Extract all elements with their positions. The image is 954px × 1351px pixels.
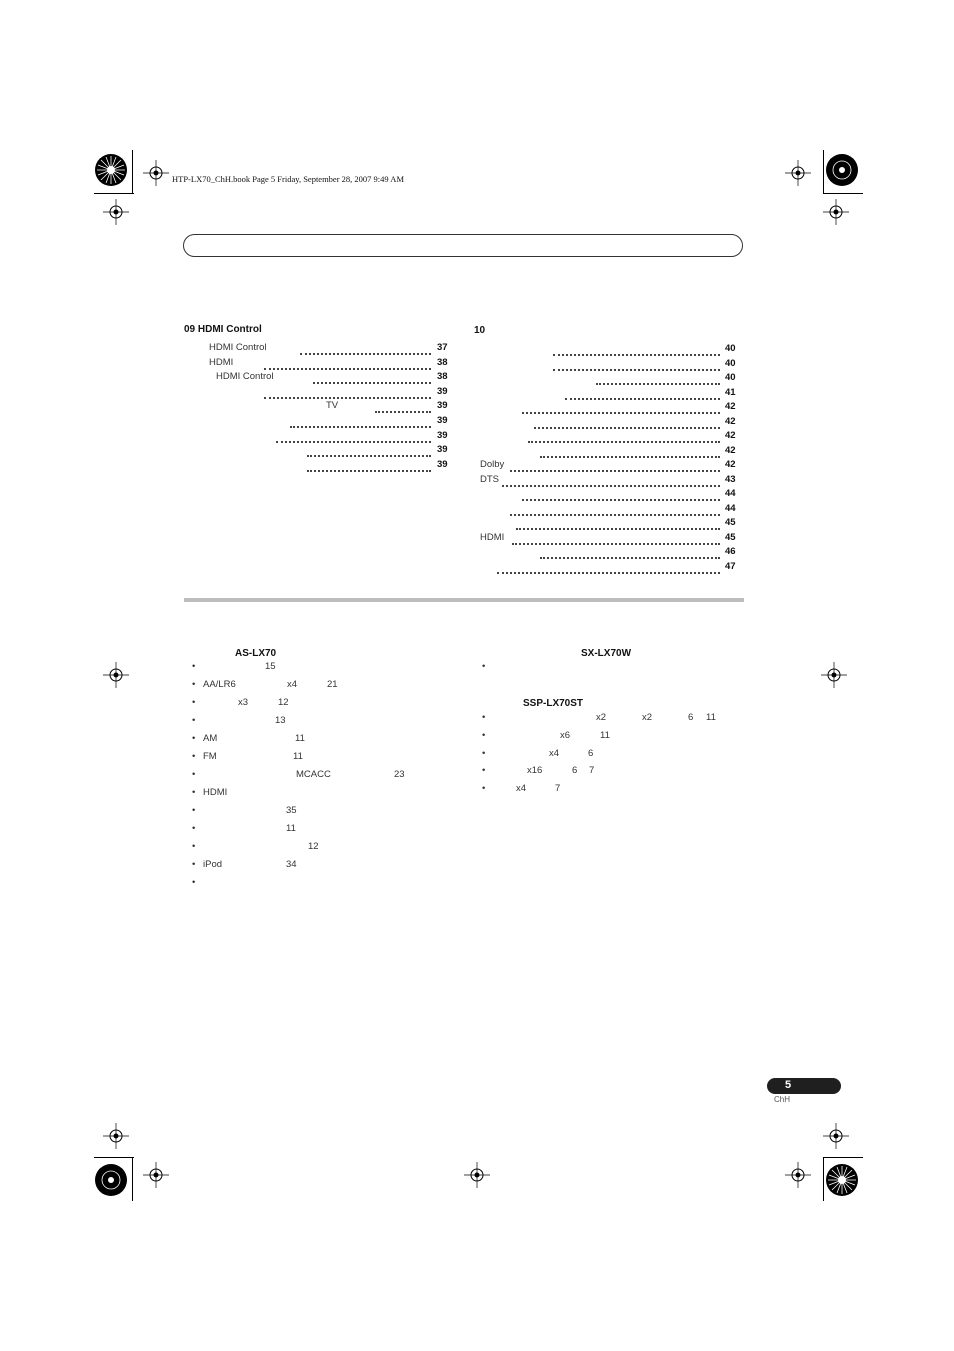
bullet-icon: • bbox=[482, 783, 486, 795]
toc-page-number: 39 bbox=[437, 385, 448, 397]
toc-page-number: 47 bbox=[725, 560, 736, 572]
accessory-item-text: 11 bbox=[600, 729, 610, 741]
toc-page-number: 42 bbox=[725, 401, 736, 412]
toc-page-number: 39 bbox=[437, 429, 448, 441]
toc-page-number: 42 bbox=[725, 415, 736, 427]
toc-entry bbox=[0, 430, 954, 444]
accessory-item bbox=[0, 765, 954, 779]
toc-entry bbox=[0, 503, 954, 517]
bullet-icon: • bbox=[192, 859, 196, 870]
toc-page-number: 38 bbox=[437, 371, 448, 383]
toc-entry bbox=[0, 546, 954, 560]
toc-entry-label: HDMI Control bbox=[216, 371, 274, 383]
toc-page-number: 40 bbox=[725, 357, 736, 369]
toc-section-heading: 09 HDMI Control bbox=[184, 324, 262, 335]
accessory-item-text: HDMI bbox=[203, 787, 228, 798]
toc-leader-dots bbox=[522, 400, 720, 414]
accessory-item-text: iPod bbox=[203, 859, 223, 870]
toc-page-number: 37 bbox=[437, 342, 448, 353]
accessory-item-text: 12 bbox=[308, 841, 319, 852]
toc-leader-dots bbox=[553, 357, 720, 371]
page-number: 5 bbox=[785, 1079, 792, 1091]
toc-leader-dots bbox=[540, 444, 720, 458]
toc-leader-dots bbox=[534, 415, 720, 429]
toc-entry-label: TV bbox=[326, 400, 339, 412]
crosshair-target-icon bbox=[823, 199, 849, 225]
accessory-item-text: 12 bbox=[278, 697, 289, 708]
registration-starburst-icon bbox=[94, 1160, 134, 1200]
toc-entry bbox=[0, 445, 954, 459]
toc-page-number: 39 bbox=[437, 458, 448, 470]
accessory-item-text: 13 bbox=[275, 715, 286, 726]
accessory-item bbox=[0, 730, 954, 744]
crosshair-target-icon bbox=[823, 1123, 849, 1149]
accessory-item-text: AM bbox=[203, 733, 218, 744]
toc-entry bbox=[0, 387, 954, 401]
registration-starburst-icon bbox=[94, 150, 134, 190]
accessory-item bbox=[0, 841, 954, 855]
bullet-icon: • bbox=[192, 697, 196, 708]
toc-leader-dots bbox=[522, 487, 720, 501]
toc-page-number: 38 bbox=[437, 356, 448, 368]
toc-leader-dots bbox=[502, 473, 720, 487]
toc-entry bbox=[0, 459, 954, 473]
accessory-item-text: FM bbox=[203, 751, 217, 762]
accessory-item bbox=[0, 748, 954, 762]
bullet-icon: • bbox=[192, 841, 196, 852]
toc-page-number: 42 bbox=[725, 430, 736, 441]
bullet-icon: • bbox=[482, 661, 486, 672]
accessory-group-heading: SSP-LX70ST bbox=[523, 698, 584, 709]
accessory-item-text: x16 bbox=[527, 765, 543, 777]
toc-page-number: 45 bbox=[725, 531, 736, 543]
toc-page-number: 46 bbox=[725, 546, 736, 557]
toc-leader-dots bbox=[596, 371, 720, 385]
toc-page-number: 43 bbox=[725, 473, 736, 485]
accessory-item-text: x4 bbox=[549, 747, 560, 759]
toc-leader-dots bbox=[510, 458, 720, 472]
toc-entry bbox=[0, 358, 954, 372]
accessory-item bbox=[0, 823, 954, 837]
accessory-item bbox=[0, 679, 954, 693]
bullet-icon: • bbox=[482, 747, 486, 759]
accessory-item-text: x6 bbox=[560, 729, 571, 741]
toc-page-number: 40 bbox=[725, 343, 736, 354]
bullet-icon: • bbox=[192, 751, 196, 762]
toc-section-heading: 10 bbox=[474, 325, 486, 336]
toc-page-number: 41 bbox=[725, 386, 736, 398]
crosshair-target-icon bbox=[103, 1123, 129, 1149]
book-file-header: HTP-LX70_ChH.book Page 5 Friday, September 28, 2007 9:49 AM bbox=[172, 174, 405, 184]
accessory-item bbox=[0, 859, 954, 873]
toc-entry bbox=[0, 372, 954, 386]
bullet-icon: • bbox=[192, 823, 196, 834]
bullet-icon: • bbox=[192, 679, 196, 690]
toc-page-number: 39 bbox=[437, 444, 448, 456]
toc-entry-label: HDMI Control bbox=[209, 342, 267, 353]
toc-entry bbox=[0, 474, 954, 488]
crosshair-target-icon bbox=[464, 1162, 490, 1188]
bullet-icon: • bbox=[482, 729, 486, 741]
accessory-item bbox=[0, 712, 954, 726]
accessory-item-text: 6 bbox=[572, 765, 578, 777]
toc-entry bbox=[0, 561, 954, 575]
crosshair-target-icon bbox=[103, 199, 129, 225]
bullet-icon: • bbox=[192, 769, 196, 780]
registration-starburst-icon bbox=[822, 150, 862, 190]
accessory-item-text: 7 bbox=[555, 783, 561, 795]
bullet-icon: • bbox=[192, 877, 196, 888]
toc-page-number: 39 bbox=[437, 415, 448, 426]
accessory-item-text: 11 bbox=[295, 733, 305, 744]
toc-entry-label: HDMI bbox=[480, 531, 505, 543]
accessory-group-heading: AS-LX70 bbox=[235, 648, 277, 659]
toc-entry bbox=[0, 488, 954, 502]
accessory-item bbox=[0, 805, 954, 819]
toc-entry-label: Dolby bbox=[480, 459, 505, 470]
bullet-icon: • bbox=[192, 805, 196, 816]
toc-entry-label: DTS bbox=[480, 473, 499, 485]
toc-leader-dots bbox=[565, 386, 720, 400]
accessory-item-text: MCACC bbox=[296, 769, 331, 780]
toc-page-number: 39 bbox=[437, 400, 448, 412]
toc-leader-dots bbox=[553, 342, 720, 356]
toc-entry bbox=[0, 416, 954, 430]
accessory-item-text: x2 bbox=[596, 712, 607, 723]
crosshair-target-icon bbox=[785, 160, 811, 186]
bullet-icon: • bbox=[192, 661, 196, 672]
accessory-item-text: x4 bbox=[516, 783, 527, 795]
accessory-item-text: 11 bbox=[706, 712, 716, 723]
accessory-item-text: 23 bbox=[394, 769, 405, 780]
toc-page-number: 45 bbox=[725, 517, 736, 528]
crosshair-target-icon bbox=[143, 160, 169, 186]
accessory-item-text: AA/LR6 bbox=[203, 679, 236, 690]
accessory-item bbox=[0, 877, 954, 891]
accessory-item-text: x2 bbox=[642, 712, 653, 723]
accessory-item bbox=[0, 783, 954, 797]
accessory-item-text: 6 bbox=[588, 747, 594, 759]
toc-page-number: 40 bbox=[725, 372, 736, 383]
page-number-badge bbox=[767, 1078, 841, 1094]
bullet-icon: • bbox=[482, 765, 486, 777]
bullet-icon: • bbox=[482, 712, 486, 723]
accessory-item-text: 6 bbox=[688, 712, 694, 723]
page-title-bar bbox=[183, 234, 743, 257]
registration-starburst-icon bbox=[822, 1160, 862, 1200]
toc-entry bbox=[0, 343, 954, 357]
accessory-item-text: 35 bbox=[286, 805, 297, 816]
toc-leader-dots bbox=[510, 502, 720, 516]
toc-leader-dots bbox=[516, 516, 720, 530]
toc-leader-dots bbox=[497, 560, 720, 574]
toc-page-number: 42 bbox=[725, 459, 736, 470]
accessory-item-text: 7 bbox=[589, 765, 595, 777]
toc-page-number: 42 bbox=[725, 444, 736, 456]
accessory-item-text: 11 bbox=[293, 751, 303, 762]
toc-page-number: 44 bbox=[725, 488, 736, 499]
accessory-item-text: 21 bbox=[327, 679, 338, 690]
section-divider bbox=[184, 598, 744, 602]
accessory-group-heading: SX-LX70W bbox=[581, 648, 632, 659]
accessory-item-text: x4 bbox=[287, 679, 298, 690]
bullet-icon: • bbox=[192, 715, 196, 726]
accessory-item bbox=[0, 661, 954, 675]
toc-leader-dots bbox=[512, 531, 720, 545]
toc-entry bbox=[0, 532, 954, 546]
language-code: ChH bbox=[774, 1095, 791, 1104]
toc-entry-label: HDMI bbox=[209, 356, 234, 368]
toc-leader-dots bbox=[528, 429, 720, 443]
toc-entry bbox=[0, 517, 954, 531]
accessory-item bbox=[0, 697, 954, 711]
crosshair-target-icon bbox=[785, 1162, 811, 1188]
toc-page-number: 44 bbox=[725, 502, 736, 514]
accessory-item-text: 15 bbox=[265, 661, 276, 672]
accessory-item-text: 11 bbox=[286, 823, 296, 834]
toc-entry bbox=[0, 401, 954, 415]
bullet-icon: • bbox=[192, 733, 196, 744]
toc-leader-dots bbox=[540, 545, 720, 559]
accessory-item-text: x3 bbox=[238, 697, 249, 708]
accessory-item-text: 34 bbox=[286, 859, 297, 870]
bullet-icon: • bbox=[192, 787, 196, 798]
crosshair-target-icon bbox=[143, 1162, 169, 1188]
